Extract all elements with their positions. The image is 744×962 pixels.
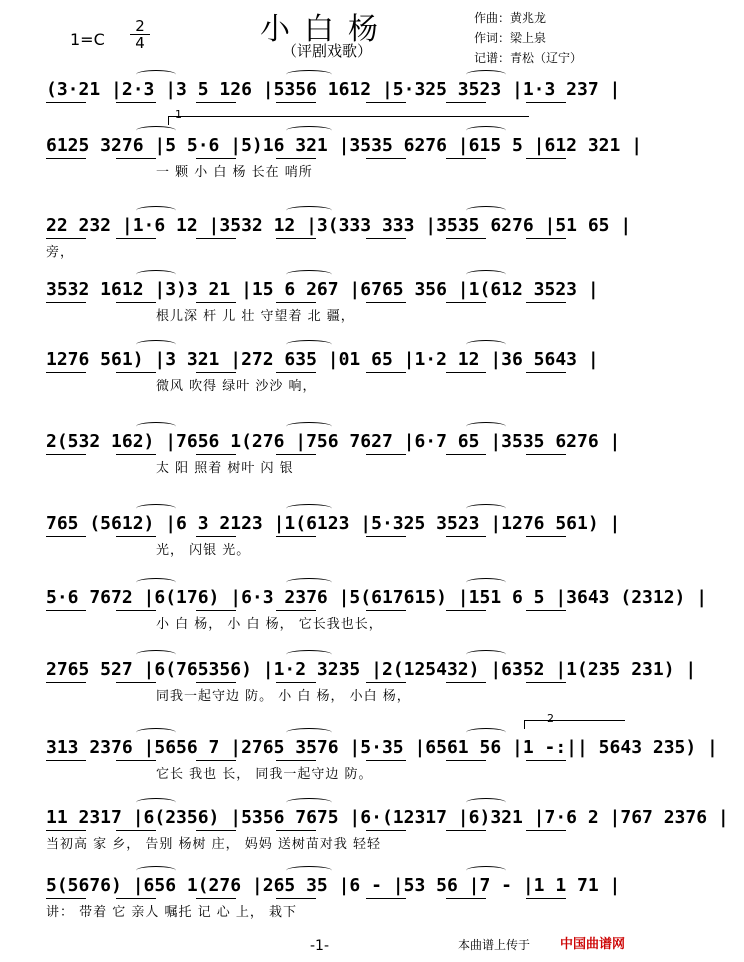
slur-arc [466, 340, 506, 349]
beam-line [446, 830, 486, 831]
lyricist-credit: 作词：梁上泉 [474, 31, 547, 45]
beam-line [46, 302, 86, 303]
beam-line [446, 158, 486, 159]
beam-line [446, 372, 486, 373]
beam-line [116, 302, 156, 303]
beam-line [276, 898, 316, 899]
beam-line [276, 102, 316, 103]
beam-line [366, 830, 406, 831]
notation-line: 765 (5612) |6 3 2123 |1(6123 |5·325 3523 |1276 561) | [46, 513, 621, 534]
key-signature: 1=C [70, 30, 105, 49]
slur-arc [136, 866, 176, 875]
notation-line: 22 232 |1·6 12 |3532 12 |3(333 333 |3535 6276 |51 65 | [46, 215, 632, 236]
beam-line [196, 682, 236, 683]
beam-line [196, 760, 236, 761]
lyric-line: 太 阳 照着 树叶 闪 银 [156, 461, 294, 476]
slur-arc [286, 206, 332, 215]
slur-arc [466, 504, 506, 513]
beam-line [366, 238, 406, 239]
slur-arc [466, 70, 506, 79]
volta-label: 2 [547, 712, 554, 725]
transcriber-credit: 记谱：青松（辽宁） [474, 51, 583, 65]
time-denominator: 4 [135, 34, 145, 52]
beam-line [446, 682, 486, 683]
beam-line [46, 898, 86, 899]
beam-line [526, 760, 566, 761]
beam-line [276, 454, 316, 455]
slur-arc [136, 270, 176, 279]
beam-line [526, 610, 566, 611]
beam-line [46, 238, 86, 239]
beam-line [46, 830, 86, 831]
beam-line [366, 536, 406, 537]
notation-line: 2765 527 |6(765356) |1·2 3235 |2(125432) |6352 |1(235 231) | [46, 659, 697, 680]
notation-line: 2(532 162) |7656 1(276 |756 7627 |6·7 65 |3535 6276 | [46, 431, 621, 452]
slur-arc [136, 578, 176, 587]
slur-arc [466, 650, 506, 659]
beam-line [366, 158, 406, 159]
song-title: 小白杨 [260, 12, 392, 47]
slur-arc [286, 126, 332, 135]
beam-line [116, 830, 156, 831]
lyric-line: 当初高 家 乡， 告别 杨树 庄， 妈妈 送树苗对我 轻轻 [46, 837, 382, 852]
slur-arc [136, 206, 176, 215]
slur-arc [286, 422, 332, 431]
lyric-line: 讲： 带着 它 亲人 嘱托 记 心 上， 栽下 [46, 905, 298, 920]
beam-line [196, 536, 236, 537]
beam-line [196, 302, 236, 303]
beam-line [446, 610, 486, 611]
slur-arc [136, 422, 176, 431]
notation-line: 1276 561) |3 321 |272 635 |01 65 |1·2 12 |36 5643 | [46, 349, 599, 370]
beam-line [526, 898, 566, 899]
slur-arc [466, 578, 506, 587]
beam-line [46, 760, 86, 761]
notation-line: (3·21 |2·3 |3 5 126 |5356 1612 |5·325 3523 |1·3 237 | [46, 79, 621, 100]
beam-line [116, 536, 156, 537]
slur-arc [466, 126, 506, 135]
composer-credit: 作曲：黄兆龙 [474, 11, 547, 25]
beam-line [366, 898, 406, 899]
beam-line [526, 372, 566, 373]
slur-arc [286, 650, 332, 659]
notation-line: 11 2317 |6(2356) |5356 7675 |6·(12317 |6)321 |7·6 2 |767 2376 | [46, 807, 729, 828]
slur-arc [286, 578, 332, 587]
beam-line [446, 238, 486, 239]
beam-line [276, 682, 316, 683]
slur-arc [286, 270, 332, 279]
beam-line [116, 610, 156, 611]
beam-line [446, 760, 486, 761]
slur-arc [286, 866, 332, 875]
time-numerator: 2 [130, 18, 150, 35]
beam-line [116, 102, 156, 103]
beam-line [366, 454, 406, 455]
beam-line [366, 302, 406, 303]
beam-line [116, 898, 156, 899]
beam-line [446, 536, 486, 537]
beam-line [526, 830, 566, 831]
slur-arc [466, 798, 506, 807]
beam-line [276, 158, 316, 159]
beam-line [366, 102, 406, 103]
beam-line [276, 610, 316, 611]
beam-line [276, 302, 316, 303]
beam-line [526, 158, 566, 159]
lyric-line: 同我一起守边 防。 小 白 杨， 小白 杨， [156, 689, 411, 704]
beam-line [116, 372, 156, 373]
beam-line [366, 760, 406, 761]
beam-line [196, 830, 236, 831]
slur-arc [286, 728, 332, 737]
beam-line [116, 158, 156, 159]
slur-arc [286, 798, 332, 807]
beam-line [196, 102, 236, 103]
volta-bracket-2 [524, 712, 625, 729]
beam-line [116, 682, 156, 683]
beam-line [46, 682, 86, 683]
beam-line [366, 682, 406, 683]
slur-arc [466, 728, 506, 737]
beam-line [526, 102, 566, 103]
beam-line [526, 682, 566, 683]
slur-arc [136, 798, 176, 807]
beam-line [116, 760, 156, 761]
page-number: -1- [310, 938, 330, 954]
beam-line [196, 454, 236, 455]
slur-arc [466, 422, 506, 431]
beam-line [46, 536, 86, 537]
site-logo: 中国曲谱网 [560, 937, 626, 952]
time-signature [130, 18, 150, 51]
beam-line [46, 454, 86, 455]
slur-arc [286, 504, 332, 513]
volta-label: 1 [175, 108, 182, 121]
slur-arc [136, 504, 176, 513]
beam-line [116, 454, 156, 455]
beam-line [526, 302, 566, 303]
beam-line [446, 302, 486, 303]
beam-line [196, 610, 236, 611]
slur-arc [136, 728, 176, 737]
lyric-line: 一 颗 小 白 杨 长在 哨所 [156, 165, 313, 180]
slur-arc [286, 70, 332, 79]
notation-line: 313 2376 |5656 7 |2765 3576 |5·35 |6561 56 |1 -:|| 5643 235) | [46, 737, 718, 758]
lyric-line: 旁， [46, 245, 75, 260]
beam-line [446, 898, 486, 899]
notation-line: 6125 3276 |5 5·6 |5)16 321 |3535 6276 |615 5 |612 321 | [46, 135, 643, 156]
slur-arc [136, 70, 176, 79]
beam-line [46, 372, 86, 373]
beam-line [196, 238, 236, 239]
slur-arc [466, 270, 506, 279]
credits [474, 8, 582, 68]
slur-arc [136, 126, 176, 135]
beam-line [366, 610, 406, 611]
beam-line [526, 454, 566, 455]
beam-line [196, 372, 236, 373]
beam-line [46, 610, 86, 611]
upload-note: 本曲谱上传于 [458, 938, 531, 952]
beam-line [366, 372, 406, 373]
beam-line [276, 372, 316, 373]
notation-line: 3532 1612 |3)3 21 |15 6 267 |6765 356 |1(612 3523 | [46, 279, 599, 300]
beam-line [276, 238, 316, 239]
beam-line [276, 760, 316, 761]
slur-arc [466, 866, 506, 875]
beam-line [446, 102, 486, 103]
beam-line [196, 898, 236, 899]
slur-arc [466, 206, 506, 215]
volta-bracket-1 [168, 108, 529, 125]
beam-line [46, 158, 86, 159]
beam-line [276, 536, 316, 537]
beam-line [116, 238, 156, 239]
lyric-line: 根儿深 杆 儿 壮 守望着 北 疆， [156, 309, 355, 324]
beam-line [276, 830, 316, 831]
beam-line [196, 158, 236, 159]
notation-line: 5·6 7672 |6(176) |6·3 2376 |5(617615) |151 6 5 |3643 (2312) | [46, 587, 708, 608]
lyric-line: 微风 吹得 绿叶 沙沙 响， [156, 379, 317, 394]
beam-line [46, 102, 86, 103]
slur-arc [136, 650, 176, 659]
lyric-line: 它长 我也 长， 同我一起守边 防。 [156, 767, 373, 782]
lyric-line: 光， 闪银 光。 [156, 543, 251, 558]
song-subtitle: （评剧戏歌） [282, 42, 373, 60]
notation-line: 5(5676) |656 1(276 |265 35 |6 - |53 56 |7 - |1 1 71 | [46, 875, 621, 896]
beam-line [526, 536, 566, 537]
beam-line [526, 238, 566, 239]
lyric-line: 小 白 杨， 小 白 杨， 它长我也长， [156, 617, 383, 632]
slur-arc [136, 340, 176, 349]
slur-arc [286, 340, 332, 349]
beam-line [446, 454, 486, 455]
